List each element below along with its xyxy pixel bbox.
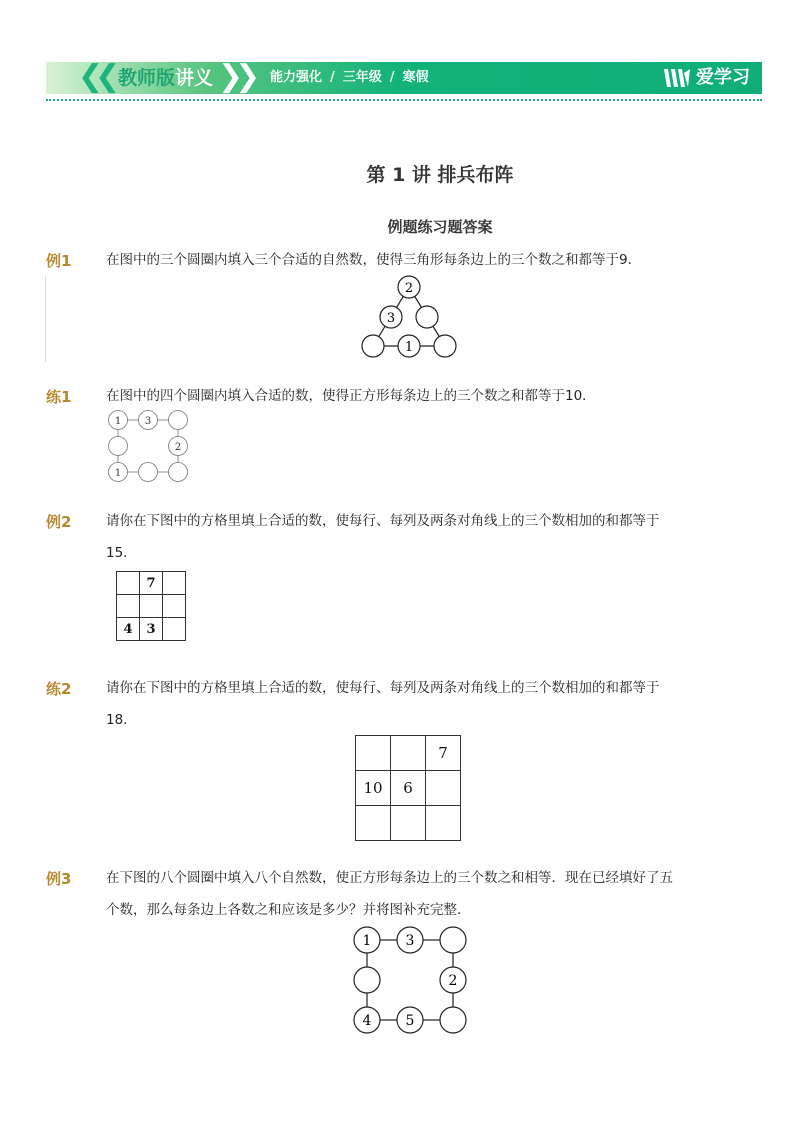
problem-label-ex3: 例3 [46, 870, 72, 888]
breadcrumb-separator: / [389, 70, 395, 85]
problem-text-pr1: 在图中的四个圆圈内填入合适的数，使得正方形每条边上的三个数之和都等于10． [106, 388, 596, 404]
chevron-right-icon: ❯❯ [218, 59, 253, 94]
circle-bm [397, 1007, 423, 1033]
grid-cell: 7 [426, 736, 461, 771]
circle-tl [109, 411, 128, 430]
lesson-title: 第 1 讲 排兵布阵 [366, 164, 514, 186]
circle-mr-value: 2 [448, 973, 458, 989]
breadcrumb-item: 能力强化 [270, 70, 323, 85]
problem-label-ex1: 例1 [46, 252, 72, 270]
problem-text-ex1: 在图中的三个圆圈内填入三个合适的自然数，使得三角形每条边上的三个数之和都等于9． [106, 252, 642, 268]
grid-cell [426, 806, 461, 841]
circle-bl-value: 1 [114, 468, 122, 479]
problem-label-pr1: 练1 [46, 388, 72, 406]
circle-tl-value: 1 [362, 933, 372, 949]
circle-tm-value: 3 [144, 416, 152, 427]
circle-bottom-right [434, 335, 456, 357]
brand-logo [662, 62, 750, 94]
problem-text-ex3-line1: 在下图的八个圆圈中填入八个自然数，使正方形每条边上的三个数之和相等．现在已经填好了五 [106, 870, 673, 886]
breadcrumb-item: 寒假 [402, 70, 429, 85]
breadcrumb [270, 62, 429, 94]
square-circles-figure-large [350, 924, 470, 1036]
circle-right-mid [416, 306, 438, 328]
handout-title-part2: 讲义 [175, 67, 214, 89]
circle-br [169, 463, 188, 482]
grid-cell [117, 572, 140, 595]
circle-ml [354, 967, 380, 993]
problem-text-ex3-line2: 个数，那么每条边上各数之和应该是多少？并将图补充完整． [106, 902, 471, 918]
grid-cell [163, 618, 186, 641]
problem-text-ex2-line2: 15． [106, 545, 137, 561]
grid-cell [117, 595, 140, 618]
grid-cell [391, 736, 426, 771]
circle-mr [169, 437, 188, 456]
circle-top [398, 276, 420, 298]
circle-bm [139, 463, 158, 482]
grid-cell: 10 [356, 771, 391, 806]
handout-title-part1: 教师版 [118, 67, 176, 89]
margin-rule [45, 276, 46, 362]
grid-cell: 3 [140, 618, 163, 641]
circle-tl-value: 1 [114, 416, 122, 427]
problem-label-ex2: 例2 [46, 513, 72, 531]
problem-text-ex2-line1: 请你在下图中的方格里填上合适的数，使每行、每列及两条对角线上的三个数相加的和都等于 [106, 513, 660, 529]
grid-cell [391, 806, 426, 841]
circle-bl [354, 1007, 380, 1033]
problem-text-pr2-line2: 18． [106, 712, 137, 728]
circle-tm-value: 3 [405, 933, 415, 949]
square-circles-figure-small [106, 408, 190, 486]
breadcrumb-separator: / [330, 70, 335, 85]
circle-br [440, 1007, 466, 1033]
circle-left-mid [380, 306, 402, 328]
triangle-circles-figure [358, 272, 462, 362]
grid-cell [163, 572, 186, 595]
circle-ml [109, 437, 128, 456]
grid-cell [140, 595, 163, 618]
circle-mr [440, 967, 466, 993]
grid-cell [356, 736, 391, 771]
grid-cell [356, 806, 391, 841]
circle-bm-value: 5 [405, 1013, 415, 1029]
circle-tr [169, 411, 188, 430]
brand-name: 爱学习 [696, 67, 750, 88]
circle-bl [109, 463, 128, 482]
grid-pr2 [355, 735, 461, 841]
circle-tm [139, 411, 158, 430]
circle-mr-value: 2 [174, 442, 182, 453]
problem-label-pr2: 练2 [46, 680, 72, 698]
brand-mark-icon [662, 67, 692, 89]
grid-ex2 [116, 571, 186, 641]
circle-bottom-mid-value: 1 [404, 340, 414, 355]
circle-top-value: 2 [404, 281, 414, 296]
circle-left-mid-value: 3 [386, 311, 396, 326]
header-dotted-divider [46, 99, 762, 101]
breadcrumb-item: 三年级 [342, 70, 382, 85]
circle-tl [354, 927, 380, 953]
section-subtitle: 例题练习题答案 [387, 218, 493, 236]
circle-bottom-mid [398, 335, 420, 357]
circle-tm [397, 927, 423, 953]
circle-bottom-left [362, 335, 384, 357]
handout-title [118, 62, 213, 94]
problem-text-pr2-line1: 请你在下图中的方格里填上合适的数，使每行、每列及两条对角线上的三个数相加的和都等于 [106, 680, 660, 696]
grid-cell [163, 595, 186, 618]
circle-tr [440, 927, 466, 953]
grid-cell [426, 771, 461, 806]
chevron-left-icon: ❮❮ [78, 59, 113, 94]
circle-bl-value: 4 [362, 1013, 372, 1029]
grid-cell: 7 [140, 572, 163, 595]
grid-cell: 6 [391, 771, 426, 806]
grid-cell: 4 [117, 618, 140, 641]
